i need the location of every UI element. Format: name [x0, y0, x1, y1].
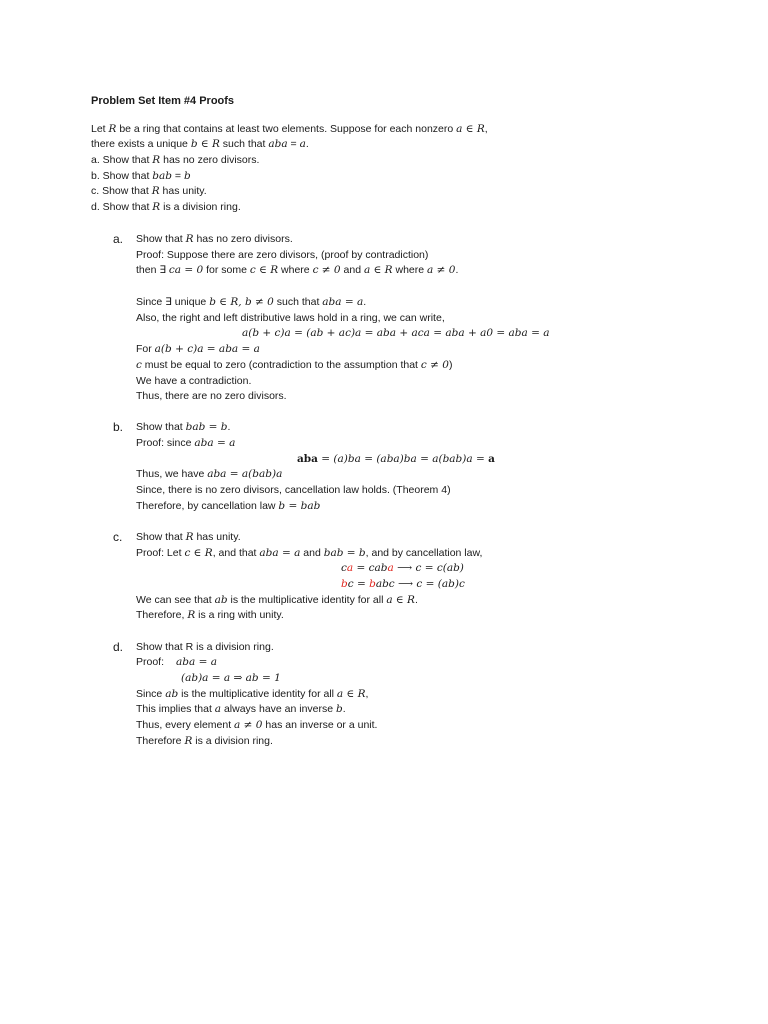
part-b-line-2: Proof: since aba = a — [136, 437, 236, 449]
part-c-equation-1: ca = caba ⟶ c = c(ab) — [341, 562, 464, 574]
part-d-line-7: Therefore R is a division ring. — [136, 735, 273, 747]
part-d-line-3: (ab)a = a ⇒ ab = 1 — [181, 672, 281, 684]
intro-line-4: b. Show that bab = b — [91, 170, 191, 182]
part-a-line-2: Proof: Suppose there are zero divisors, (proof by contradiction) — [136, 249, 429, 261]
part-b-line-1: Show that bab = b. — [136, 421, 231, 433]
part-b-line-4: Since, there is no zero divisors, cancellation law holds. (Theorem 4) — [136, 484, 451, 496]
part-a-line-1: Show that R has no zero divisors. — [136, 233, 293, 245]
part-b-line-5: Therefore, by cancellation law b = bab — [136, 500, 321, 512]
part-d-line-5: This implies that a always have an inverse b. — [136, 703, 346, 715]
intro-line-2: there exists a unique b ∈ R such that aba = a. — [91, 138, 309, 150]
page-title: Problem Set Item #4 Proofs — [91, 95, 235, 107]
intro-line-6: d. Show that R is a division ring. — [91, 201, 241, 213]
part-d-marker: d. — [113, 640, 124, 654]
part-a-line-4: Since ∃ unique b ∈ R, b ≠ 0 such that aba = a. — [136, 296, 367, 308]
part-d-line-6: Thus, every element a ≠ 0 has an inverse or a unit. — [136, 719, 378, 731]
part-c-line-4: Therefore, R is a ring with unity. — [136, 609, 284, 621]
part-a-equation: a(b + c)a = (ab + ac)a = aba + aca = aba + a0 = aba = a — [242, 327, 550, 339]
part-a-line-7: c must be equal to zero (contradiction to the assumption that c ≠ 0) — [136, 359, 453, 371]
part-b-line-3: Thus, we have aba = a(bab)a — [136, 468, 283, 480]
part-c-marker: c. — [113, 530, 123, 544]
intro-line-1: Let R be a ring that contains at least two elements. Suppose for each nonzero a ∈ R, — [91, 123, 488, 135]
part-a-line-5: Also, the right and left distributive laws hold in a ring, we can write, — [136, 312, 445, 324]
part-c-equation-2: bc = babc ⟶ c = (ab)c — [341, 578, 465, 590]
part-a-line-3: then ∃ ca = 0 for some c ∈ R where c ≠ 0 and a ∈ R where a ≠ 0. — [136, 264, 459, 276]
part-a-line-8: We have a contradiction. — [136, 375, 252, 387]
intro-line-5: c. Show that R has unity. — [91, 185, 207, 197]
part-a-marker: a. — [113, 232, 124, 246]
part-d-line-4: Since ab is the multiplicative identity for all a ∈ R, — [136, 688, 369, 700]
part-b-marker: b. — [113, 420, 124, 434]
part-c-line-3: We can see that ab is the multiplicative identity for all a ∈ R. — [136, 594, 418, 606]
intro-line-3: a. Show that R has no zero divisors. — [91, 154, 260, 166]
part-c-line-1: Show that R has unity. — [136, 531, 241, 543]
part-d-line-2: Proof: aba = a — [136, 656, 217, 668]
part-a-line-9: Thus, there are no zero divisors. — [136, 390, 287, 402]
part-a-line-6: For a(b + c)a = aba = a — [136, 343, 260, 355]
part-b-equation: aba = (a)ba = (aba)ba = a(bab)a = a — [297, 453, 495, 465]
part-c-line-2: Proof: Let c ∈ R, and that aba = a and bab = b, and by cancellation law, — [136, 547, 483, 559]
part-d-line-1: Show that R is a division ring. — [136, 641, 274, 653]
